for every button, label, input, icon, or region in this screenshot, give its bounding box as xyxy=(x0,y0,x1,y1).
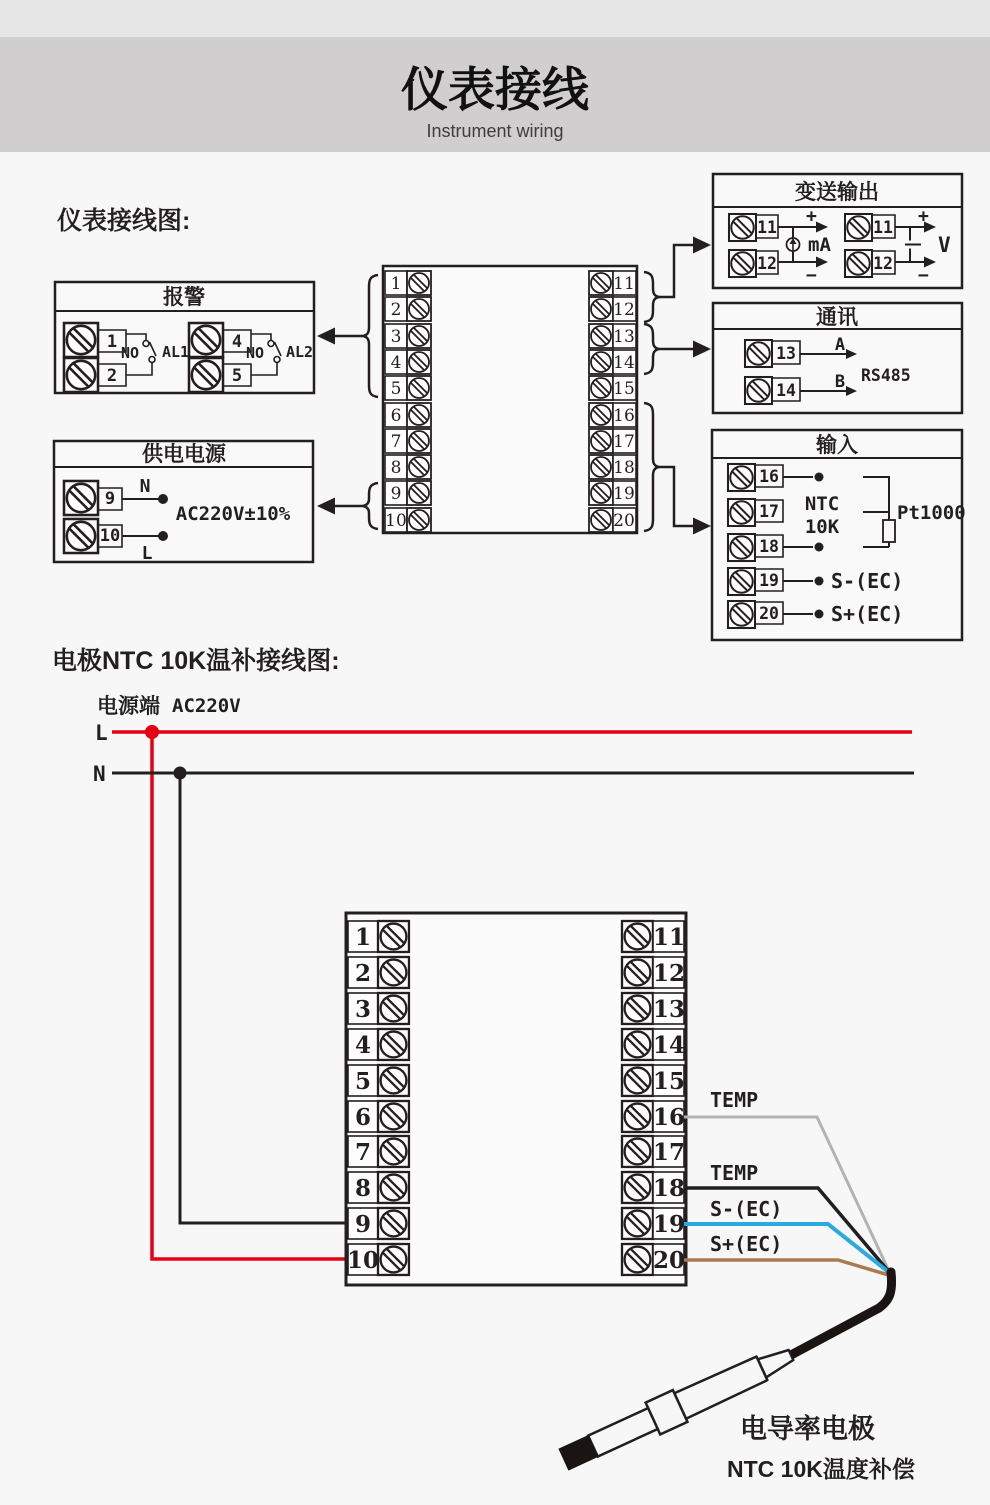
no-label: NO xyxy=(120,344,140,362)
al2-label: AL2 xyxy=(286,343,314,361)
block-terminal: 4 xyxy=(390,353,402,373)
block-terminal: 8 xyxy=(354,1175,372,1202)
block-terminal: 2 xyxy=(354,960,372,987)
pt1000-label: Pt1000 xyxy=(897,502,966,524)
input-terminal: 18 xyxy=(759,537,779,556)
junction-dot xyxy=(815,610,824,619)
s-plus-label: S+(EC) xyxy=(710,1232,783,1256)
ac220v-label: AC220V xyxy=(172,695,241,717)
rs485-a-label: A xyxy=(834,335,846,355)
junction-dot xyxy=(815,473,824,482)
block-terminal: 17 xyxy=(652,1139,686,1166)
plus-sign: + xyxy=(806,206,817,227)
block-terminal: 7 xyxy=(354,1139,372,1166)
block-terminal: 17 xyxy=(613,432,635,452)
power-box-title: 供电电源 xyxy=(142,443,226,466)
block-terminal: 2 xyxy=(390,300,402,320)
input-terminal: 20 xyxy=(759,604,779,623)
alarm-terminal: 5 xyxy=(231,366,243,386)
input-terminal: 16 xyxy=(759,467,779,486)
top-strip xyxy=(0,0,990,37)
minus-sign: − xyxy=(806,265,817,286)
no-label: NO xyxy=(245,344,265,362)
comm-box-title: 通讯 xyxy=(816,306,858,329)
upper-section-label: 仪表接线图: xyxy=(57,207,191,235)
transmit-terminal: 11 xyxy=(757,218,777,237)
block-terminal: 19 xyxy=(652,1211,686,1238)
electrode-note: NTC 10K温度补偿 xyxy=(727,1456,915,1482)
block-terminal: 3 xyxy=(354,996,372,1023)
neutral-label: N xyxy=(139,476,151,497)
block-terminal: 11 xyxy=(652,924,686,951)
live-label: L xyxy=(141,543,153,564)
v-label: V xyxy=(938,233,951,257)
input-box-title: 输入 xyxy=(816,434,858,457)
block-terminal: 18 xyxy=(652,1175,686,1202)
block-terminal: 13 xyxy=(652,996,686,1023)
junction-dot xyxy=(815,543,824,552)
resistor-icon xyxy=(883,520,895,542)
s-minus-label: S-(EC) xyxy=(710,1197,783,1221)
neutral-line-label: N xyxy=(93,762,106,786)
block-terminal: 20 xyxy=(613,511,635,531)
block-terminal: 3 xyxy=(390,327,402,347)
block-terminal: 12 xyxy=(613,300,635,320)
junction-dot xyxy=(174,767,187,780)
block-terminal: 15 xyxy=(613,379,635,399)
power-terminal: 9 xyxy=(104,489,116,509)
transmit-terminal: 12 xyxy=(873,254,893,273)
s-minus-ec-label: S-(EC) xyxy=(831,569,904,593)
input-box xyxy=(712,430,966,640)
electrode-label: 电导率电极 xyxy=(740,1414,875,1444)
block-terminal: 1 xyxy=(390,274,402,294)
block-terminal: 1 xyxy=(354,924,372,951)
power-terminal-label: 电源端 xyxy=(97,695,160,718)
voltage-label: AC220V±10% xyxy=(175,503,291,525)
input-terminal: 17 xyxy=(759,502,779,521)
block-terminal: 15 xyxy=(652,1068,686,1095)
live-line-label: L xyxy=(95,721,108,745)
rs485-label: RS485 xyxy=(861,366,911,385)
power-supply-box xyxy=(54,441,313,564)
ntc-label: NTC xyxy=(804,493,840,515)
block-terminal: 9 xyxy=(390,484,402,504)
block-terminal: 16 xyxy=(613,406,635,426)
junction-dot xyxy=(815,577,824,586)
temp-label-16: TEMP xyxy=(710,1088,759,1112)
lower-terminal-block xyxy=(346,913,686,1285)
transmit-terminal: 11 xyxy=(873,218,893,237)
temp-label-18: TEMP xyxy=(710,1161,759,1185)
lower-section-label: 电极NTC 10K温补接线图: xyxy=(52,647,340,675)
ma-label: mA xyxy=(808,234,831,256)
junction-dot xyxy=(158,531,168,541)
plus-sign: + xyxy=(918,206,929,227)
al1-label: AL1 xyxy=(162,343,190,361)
upper-terminal-block xyxy=(383,266,637,533)
block-terminal: 10 xyxy=(385,511,407,531)
block-terminal: 18 xyxy=(613,458,635,478)
alarm-terminal: 2 xyxy=(106,366,118,386)
block-terminal: 5 xyxy=(390,379,402,399)
alarm-terminal: 4 xyxy=(231,332,243,352)
block-terminal: 4 xyxy=(354,1032,372,1059)
block-terminal: 8 xyxy=(390,458,402,478)
communication-box xyxy=(713,303,962,413)
s-plus-ec-label: S+(EC) xyxy=(831,602,904,626)
transmit-box-title: 变送输出 xyxy=(795,181,879,204)
alarm-box xyxy=(55,282,314,393)
transmit-terminal: 12 xyxy=(757,254,777,273)
transmit-output-box xyxy=(713,174,962,288)
block-terminal: 20 xyxy=(652,1247,686,1274)
block-terminal: 19 xyxy=(613,484,635,504)
block-terminal: 6 xyxy=(354,1104,372,1131)
junction-dot xyxy=(145,725,159,739)
comm-terminal: 13 xyxy=(776,344,796,363)
block-terminal: 11 xyxy=(613,274,635,294)
block-terminal: 7 xyxy=(390,432,402,452)
block-terminal: 14 xyxy=(613,353,635,373)
block-terminal: 6 xyxy=(390,406,402,426)
power-terminal: 10 xyxy=(99,526,121,546)
block-terminal: 9 xyxy=(354,1211,372,1238)
block-terminal: 16 xyxy=(652,1104,686,1131)
comm-terminal: 14 xyxy=(776,381,796,400)
alarm-box-title: 报警 xyxy=(163,286,205,309)
page-subtitle: Instrument wiring xyxy=(426,121,564,141)
page-title: 仪表接线 xyxy=(401,63,589,116)
minus-sign: − xyxy=(918,265,929,286)
block-terminal: 12 xyxy=(652,960,686,987)
ntc-10k-label: 10K xyxy=(804,516,840,538)
block-terminal: 5 xyxy=(354,1068,372,1095)
rs485-b-label: B xyxy=(834,372,846,392)
alarm-terminal: 1 xyxy=(106,332,118,352)
block-terminal: 10 xyxy=(346,1247,380,1274)
block-terminal: 13 xyxy=(613,327,635,347)
junction-dot xyxy=(158,494,168,504)
block-terminal: 14 xyxy=(652,1032,686,1059)
input-terminal: 19 xyxy=(759,571,779,590)
